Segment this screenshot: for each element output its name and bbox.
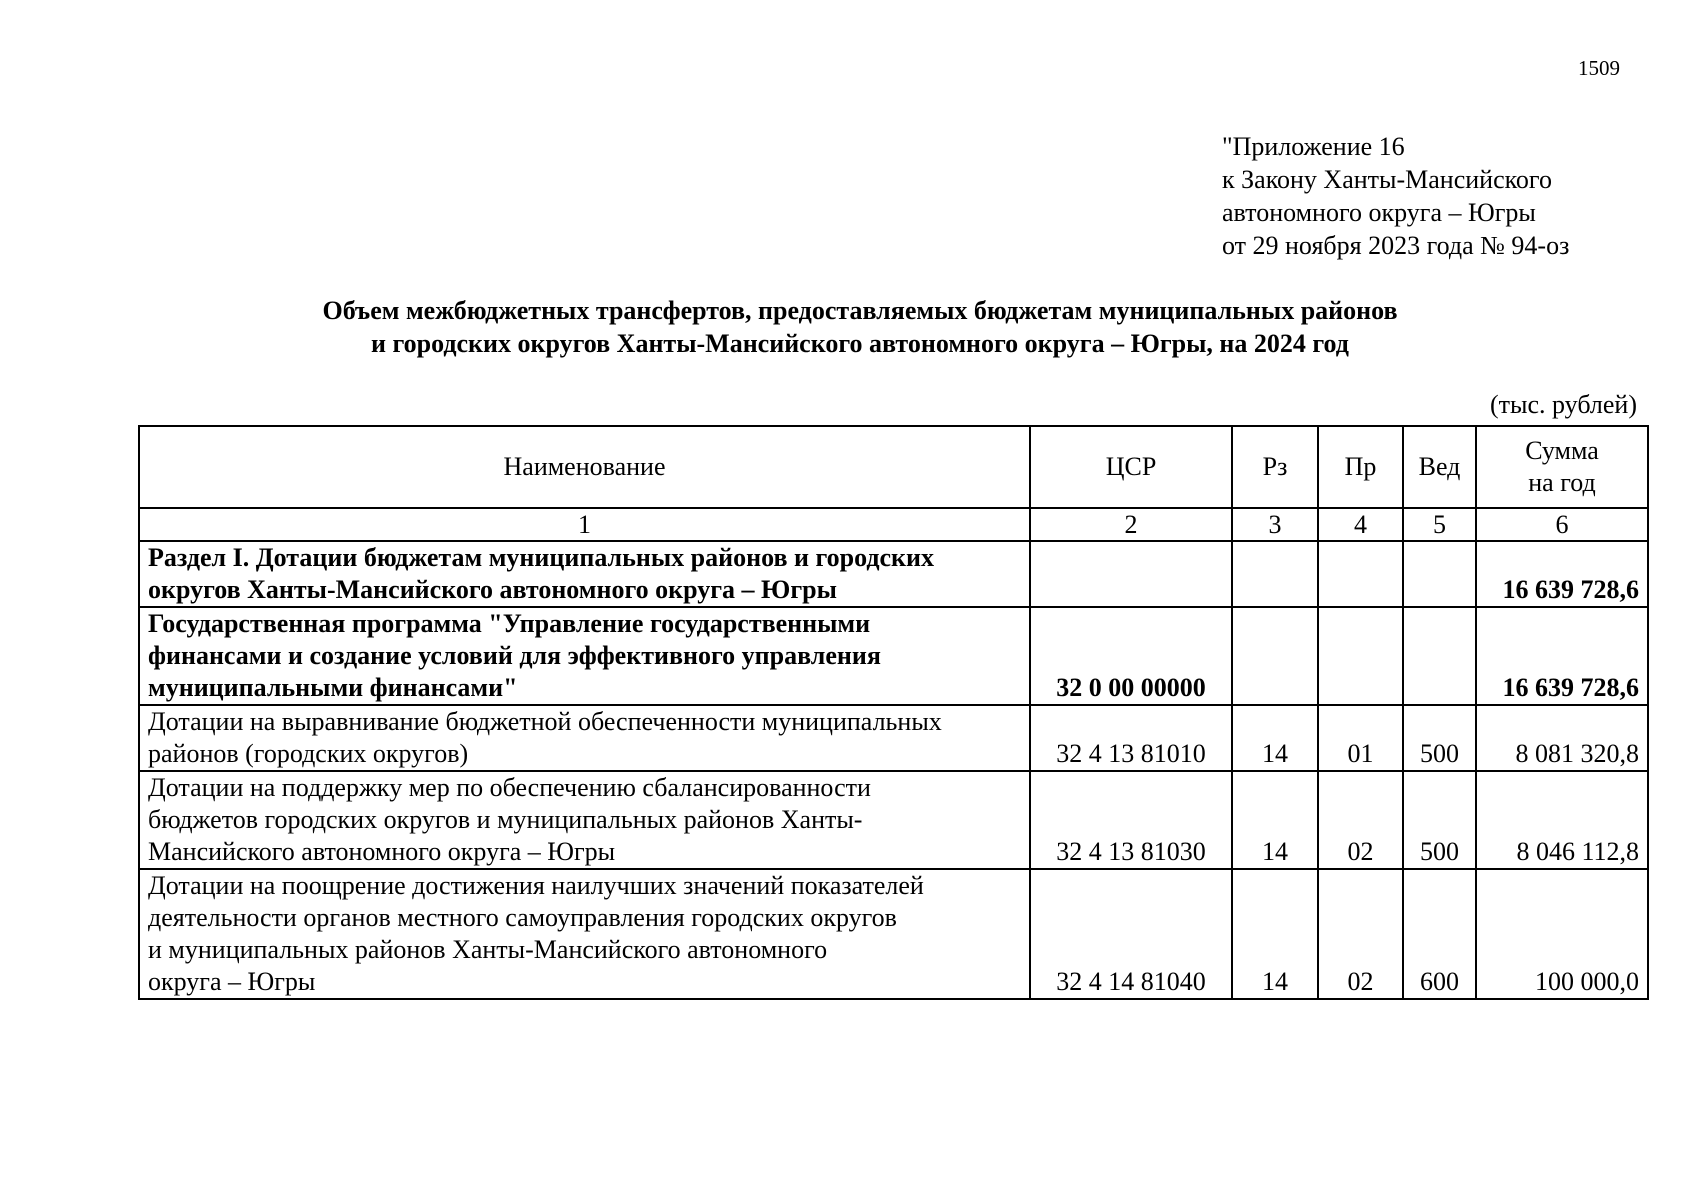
row-name-line: округов Ханты-Мансийского автономного округа – Югры bbox=[148, 575, 837, 604]
budget-table bbox=[138, 425, 1649, 1000]
header-amount bbox=[1476, 426, 1648, 508]
row-name bbox=[139, 705, 1030, 771]
table-row bbox=[139, 541, 1648, 607]
row-csr bbox=[1030, 541, 1232, 607]
appendix-line: автономного округа – Югры bbox=[1222, 198, 1536, 227]
row-name-line: Дотации на выравнивание бюджетной обеспеченности муниципальных bbox=[148, 707, 942, 736]
row-pr bbox=[1318, 607, 1403, 705]
row-csr: 32 4 14 81040 bbox=[1030, 869, 1232, 999]
page-number: 1509 bbox=[1578, 56, 1620, 80]
row-pr: 01 bbox=[1318, 705, 1403, 771]
appendix-line: к Закону Ханты-Мансийского bbox=[1222, 165, 1552, 194]
row-name-line: и муниципальных районов Ханты-Мансийского автономного bbox=[148, 935, 828, 964]
row-amount: 16 639 728,6 bbox=[1476, 607, 1648, 705]
column-number: 1 bbox=[139, 508, 1030, 541]
appendix-line: "Приложение 16 bbox=[1222, 132, 1405, 161]
column-number: 3 bbox=[1232, 508, 1318, 541]
document-title-line: и городских округов Ханты-Мансийского автономного округа – Югры, на 2024 год bbox=[371, 329, 1349, 358]
row-amount: 8 046 112,8 bbox=[1476, 771, 1648, 869]
row-name bbox=[139, 607, 1030, 705]
row-rz bbox=[1232, 541, 1318, 607]
header-pr: Пр bbox=[1318, 426, 1403, 508]
table-row bbox=[139, 771, 1648, 869]
header-amount-line: на год bbox=[1528, 468, 1596, 497]
row-name bbox=[139, 869, 1030, 999]
column-number-row bbox=[139, 508, 1648, 541]
header-ved: Вед bbox=[1403, 426, 1476, 508]
appendix-line: от 29 ноября 2023 года № 94-оз bbox=[1222, 231, 1570, 260]
row-name-line: районов (городских округов) bbox=[148, 739, 469, 768]
row-name-line: округа – Югры bbox=[148, 967, 316, 996]
row-ved bbox=[1403, 541, 1476, 607]
row-rz: 14 bbox=[1232, 869, 1318, 999]
row-name-line: Дотации на поддержку мер по обеспечению сбалансированности bbox=[148, 773, 871, 802]
document-title-line: Объем межбюджетных трансфертов, предоставляемых бюджетам муниципальных районов bbox=[322, 296, 1398, 325]
row-amount: 100 000,0 bbox=[1476, 869, 1648, 999]
row-name-line: финансами и создание условий для эффективного управления bbox=[148, 641, 881, 670]
appendix-reference bbox=[1222, 130, 1569, 262]
row-pr bbox=[1318, 541, 1403, 607]
column-number: 2 bbox=[1030, 508, 1232, 541]
row-name-line: Мансийского автономного округа – Югры bbox=[148, 837, 616, 866]
row-rz: 14 bbox=[1232, 705, 1318, 771]
row-rz: 14 bbox=[1232, 771, 1318, 869]
table-row bbox=[139, 607, 1648, 705]
table-row bbox=[139, 869, 1648, 999]
row-rz bbox=[1232, 607, 1318, 705]
row-name bbox=[139, 541, 1030, 607]
column-number: 5 bbox=[1403, 508, 1476, 541]
units-label: (тыс. рублей) bbox=[1489, 390, 1637, 419]
row-ved: 600 bbox=[1403, 869, 1476, 999]
row-name-line: Государственная программа "Управление государственными bbox=[148, 609, 871, 638]
document-title bbox=[140, 294, 1580, 360]
header-amount-line: Сумма bbox=[1525, 436, 1599, 465]
header-name: Наименование bbox=[139, 426, 1030, 508]
row-ved: 500 bbox=[1403, 771, 1476, 869]
table-header-row bbox=[139, 426, 1648, 508]
row-ved bbox=[1403, 607, 1476, 705]
table-row bbox=[139, 705, 1648, 771]
row-amount: 16 639 728,6 bbox=[1476, 541, 1648, 607]
header-rz: Рз bbox=[1232, 426, 1318, 508]
row-name-line: деятельности органов местного самоуправления городских округов bbox=[148, 903, 897, 932]
row-name-line: муниципальными финансами" bbox=[148, 673, 518, 702]
column-number: 4 bbox=[1318, 508, 1403, 541]
row-ved: 500 bbox=[1403, 705, 1476, 771]
row-name bbox=[139, 771, 1030, 869]
row-name-line: Раздел I. Дотации бюджетам муниципальных районов и городских bbox=[148, 543, 934, 572]
row-name-line: Дотации на поощрение достижения наилучших значений показателей bbox=[148, 871, 924, 900]
row-csr: 32 4 13 81030 bbox=[1030, 771, 1232, 869]
row-pr: 02 bbox=[1318, 771, 1403, 869]
column-number: 6 bbox=[1476, 508, 1648, 541]
row-csr: 32 4 13 81010 bbox=[1030, 705, 1232, 771]
row-amount: 8 081 320,8 bbox=[1476, 705, 1648, 771]
row-pr: 02 bbox=[1318, 869, 1403, 999]
header-csr: ЦСР bbox=[1030, 426, 1232, 508]
row-name-line: бюджетов городских округов и муниципальных районов Ханты- bbox=[148, 805, 863, 834]
row-csr: 32 0 00 00000 bbox=[1030, 607, 1232, 705]
